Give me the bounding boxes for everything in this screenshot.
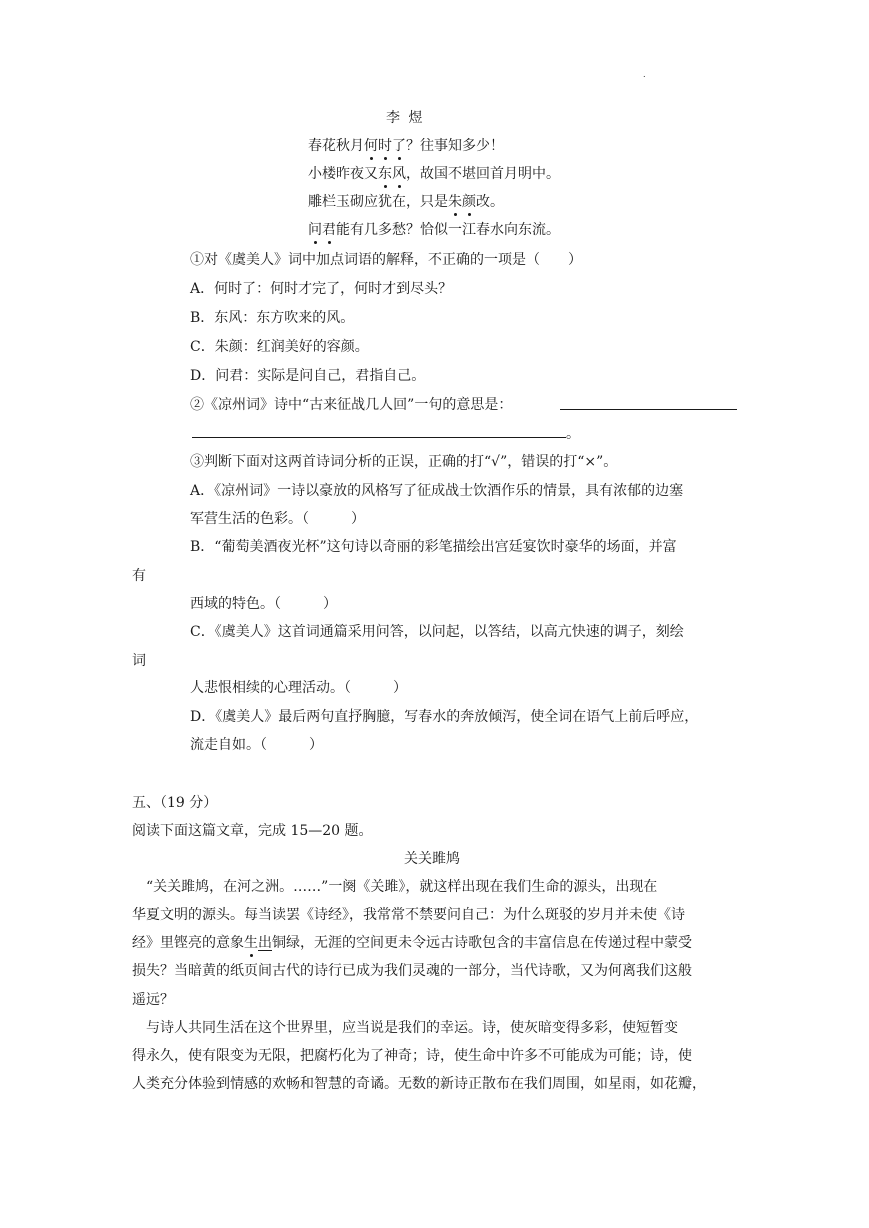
q3-option-d-line-2: 流走自如。（ ） (190, 737, 323, 753)
q2-stem: ②《凉州词》诗中“古来征战几人回”一句的意思是： (190, 397, 513, 413)
poem-line-2-text-d: ，故国不堪回首月明中。 (406, 166, 560, 182)
poem-line-3 (308, 192, 504, 212)
q2-answer-blank-1[interactable] (560, 409, 737, 410)
q3-option-b-line-1: B．“葡萄美酒夜光杯”这句诗以奇丽的彩笔描绘出宫廷宴饮时豪华的场面，并富 (190, 539, 677, 555)
poem-line-3-text-d: 改。 (476, 194, 504, 210)
emphasis-char: 生 (244, 935, 258, 951)
poem-line-1-text-e: ？往事知多少！ (406, 138, 504, 154)
emphasis-char: 君 (322, 222, 336, 238)
poem-line-1 (308, 136, 504, 156)
q3-option-b-line-3: 西域的特色。（ ） (190, 596, 337, 612)
q1-option-b: B．东风：东方吹来的风。 (190, 310, 355, 326)
q2-answer-blank-2[interactable] (192, 437, 566, 438)
q3-option-a-line-2: 军营生活的色彩。（ ） (190, 511, 365, 527)
poem-line-4 (308, 220, 560, 240)
q1-stem: ①对《虞美人》词中加点词语的解释，不正确的一项是（ ） (190, 252, 582, 268)
emphasis-char: 何 (364, 138, 378, 154)
section-5-instruction: 阅读下面这篇文章，完成 15—20 题。 (132, 823, 373, 839)
q2-end-mark: 。 (566, 426, 580, 442)
poem-line-1-text-a: 春花秋月 (308, 138, 364, 154)
poem-author: 李 煜 (386, 110, 425, 126)
emphasis-char: 问 (308, 222, 322, 238)
q3-option-c-line-2: 词 (132, 653, 146, 669)
emphasis-char: 朱 (448, 194, 462, 210)
article-p2-line-1: 与诗人共同生活在这个世界里，应当说是我们的幸运。诗，使灰暗变得多彩，使短暂变 (146, 1020, 678, 1036)
emphasis-char: 风 (392, 166, 406, 182)
article-p1-line-3 (132, 933, 692, 953)
article-p2-line-3: 人类充分体验到情感的欢畅和智慧的奇谲。无数的新诗正散布在我们周围，如星雨，如花瓣， (132, 1076, 706, 1092)
q3-stem: ③判断下面对这两首诗词分析的正误，正确的打“√”，错误的打“×”。 (190, 454, 618, 470)
poem-line-2-text-a: 小楼昨夜又 (308, 166, 378, 182)
article-p1-line-5: 遥远？ (132, 992, 174, 1008)
emphasis-char: 颜 (462, 194, 476, 210)
q3-option-a-line-1: A．《凉州词》一诗以豪放的风格写了征成战士饮酒作乐的情景，具有浓郁的边塞 (190, 483, 684, 499)
poem-line-2 (308, 164, 560, 184)
article-p1-line-3-d: 铜绿，无涯的空间更未令远古诗歌包含的丰富信息在传递过程中蒙受 (272, 935, 692, 951)
poem-line-3-text-a: 雕栏玉砌应犹在，只是 (308, 194, 448, 210)
q1-option-d: D．问君：实际是问自己，君指自己。 (190, 368, 426, 384)
article-p1-line-3-a: 经》里铿亮的意象 (132, 935, 244, 951)
q3-option-d-line-1: D．《虞美人》最后两句直抒胸臆，写春水的奔放倾泻，使全词在语气上前后呼应， (190, 709, 699, 725)
article-p1-line-2: 华夏文明的源头。每当读罢《诗经》，我常常不禁要问自己：为什么斑驳的岁月并未使《诗 (132, 907, 685, 923)
poem-line-4-text-c: 能有几多愁？恰似一江春水向东流。 (336, 222, 560, 238)
emphasis-char: 东 (378, 166, 392, 182)
q3-option-b-line-2: 有 (132, 568, 146, 584)
article-p2-line-2: 得永久，使有限变为无限，把腐朽化为了神奇；诗，使生命中许多不可能成为可能；诗，使 (132, 1048, 692, 1064)
article-p1-line-1: “关关雎鸠，在河之洲。……”一阕《关雎》，就这样出现在我们生命的源头，出现在 (146, 879, 658, 895)
emphasis-char: 时 (378, 138, 392, 154)
q1-option-c: C．朱颜：红润美好的容颜。 (190, 339, 369, 355)
q3-option-c-line-1: C．《虞美人》这首词通篇采用问答，以问起，以答结，以高亢快速的调子，刻绘 (190, 624, 684, 640)
q3-option-c-line-3: 人悲恨相续的心理活动。（ ） (190, 680, 407, 696)
underlined-char: 出 (258, 935, 272, 951)
article-title: 关关雎鸠 (404, 851, 460, 867)
corner-mark: . (643, 70, 646, 79)
emphasis-char: 了 (392, 138, 406, 154)
article-p1-line-4: 损失？当暗黄的纸页间古代的诗行已成为我们灵魂的一部分，当代诗歌，又为何离我们这般 (132, 963, 692, 979)
section-5-heading: 五、（19 分） (132, 795, 218, 811)
q1-option-a: A．何时了：何时才完了，何时才到尽头？ (190, 281, 453, 297)
